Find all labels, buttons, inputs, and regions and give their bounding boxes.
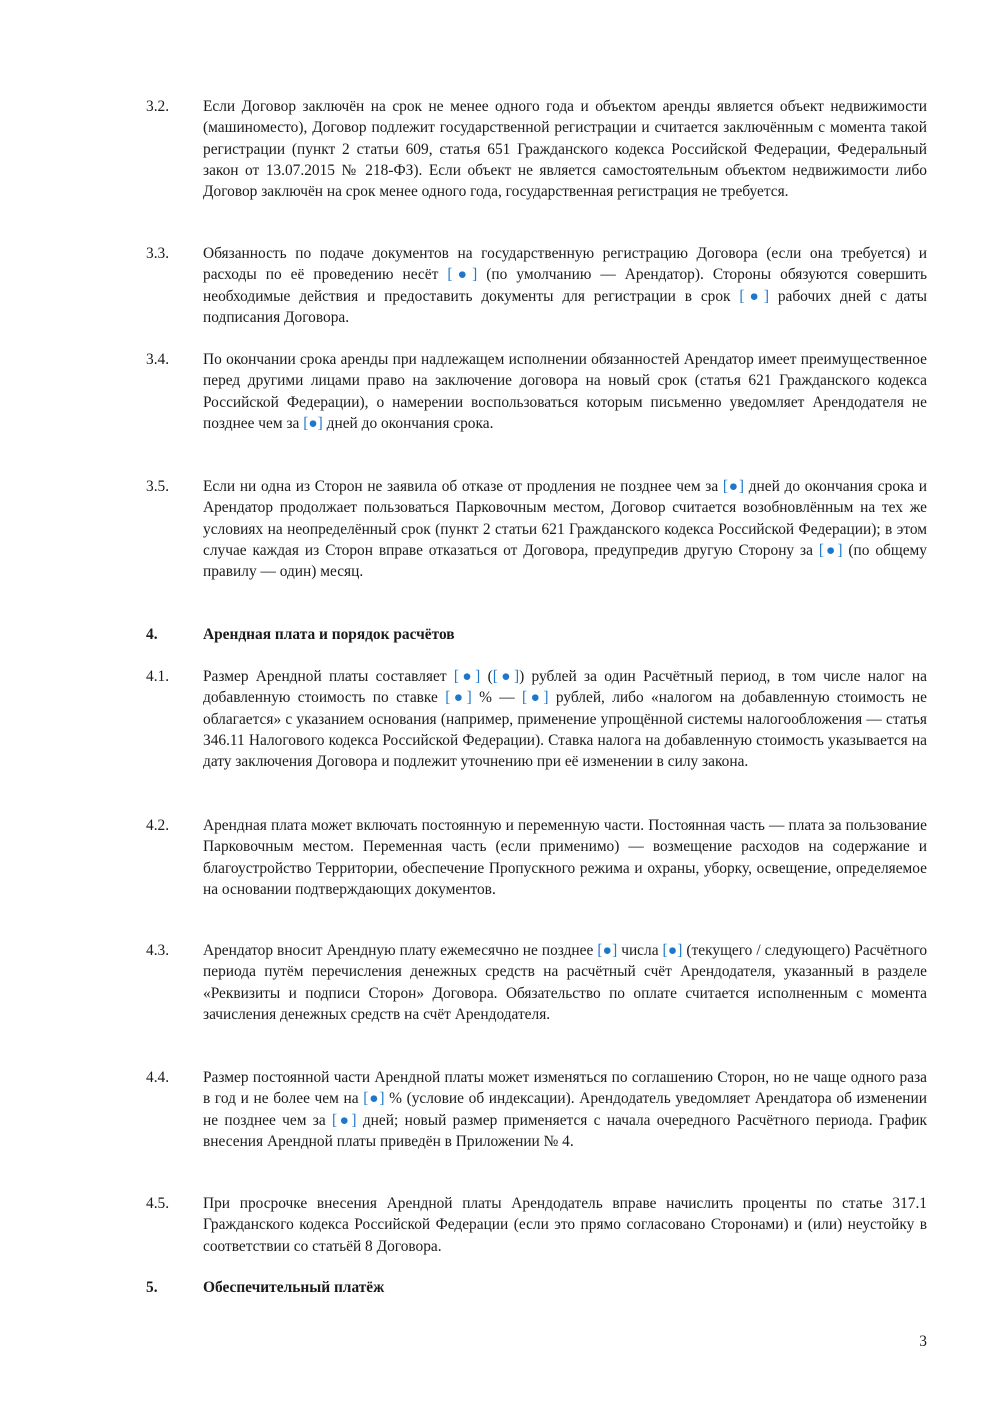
text-segment: Арендатор вносит Арендную плату ежемесячно не позднее	[203, 942, 598, 959]
text-segment: % —	[471, 689, 522, 707]
text-segment: Размер постоянной части Арендной платы может изменяться по соглашению Сторон, но не чаще одного раза в год и не более чем на	[203, 1069, 927, 1108]
placeholder-marker: [●]	[722, 478, 745, 495]
text-segment: Обеспечительный платёж	[203, 1279, 385, 1296]
clause-text	[203, 349, 927, 434]
section-title	[203, 1277, 927, 1298]
clause-text	[203, 815, 927, 900]
placeholder-marker: [●]	[662, 942, 683, 959]
clause-number: 3.5.	[146, 478, 170, 495]
clause-number: 4.5.	[146, 1195, 170, 1212]
section-number: 5.	[146, 1279, 158, 1296]
text-segment: (по общему правилу — один) месяц.	[203, 541, 927, 581]
clause-text	[203, 243, 927, 328]
clause-number: 3.2.	[146, 98, 170, 115]
section-number: 4.	[146, 626, 158, 643]
clause-text	[203, 1067, 927, 1152]
text-segment: дней до окончания срока.	[322, 414, 494, 432]
placeholder-marker: [●]	[597, 942, 618, 959]
clause-text	[203, 476, 927, 582]
clause-number: 4.1.	[146, 668, 170, 685]
clause-text	[203, 940, 927, 1025]
text-segment: рублей, либо «налогом на добавленную стоимость не облагается» с указанием основания (например, применение упрощённой системы налогообложения — статья 346.11 Налогового кодекса Российской Федерации). Ставка налога на добавленную стоимость указывается на дату заключения Договора и подлежит уточнению при её изменении в силу закона.	[203, 689, 927, 771]
placeholder-marker: [●]	[447, 266, 478, 284]
text-segment: Арендная плата и порядок расчётов	[203, 626, 455, 643]
placeholder-marker: [●]	[739, 287, 769, 305]
placeholder-marker: [●]	[492, 668, 520, 685]
placeholder-marker: [●]	[521, 689, 549, 707]
clause-number: 3.3.	[146, 245, 170, 262]
clause-number: 4.4.	[146, 1069, 170, 1086]
text-segment: Если Договор заключён на срок не менее одного года и объектом аренды является объект недвижимости (машиноместо), Договор подлежит государственной регистрации и считается заключённым с момента такой регистрации (пункт 2 статьи 609, статья 651 Гражданского кодекса Российской Федерации, Федеральный закон от 13.07.2015 № 218-ФЗ). Если объект не является самостоятельным объектом недвижимости либо Договор заключён на срок менее одного года, государственная регистрация не требуется.	[203, 98, 927, 201]
text-segment: Обязанность по подаче документов на государственную регистрацию Договора (если она требуется) и расходы по её проведению несёт	[203, 245, 927, 284]
text-segment: По окончании срока аренды при надлежащем исполнении обязанностей Арендатор имеет преимущественное перед другими лицами право на заключение договора на новый срок (статья 621 Гражданского кодекса Российской Федерации), о намерении воспользоваться которым письменно уведомляет Арендодателя не позднее чем за	[203, 351, 927, 432]
placeholder-marker: [●]	[818, 541, 843, 559]
text-segment: ) рублей за один Расчётный период, в том числе налог на добавленную стоимость по ставке	[203, 668, 927, 707]
clause-number: 4.2.	[146, 817, 170, 834]
page-number: 3	[919, 1333, 927, 1350]
placeholder-marker: [●]	[453, 668, 481, 685]
text-segment: Арендная плата может включать постоянную и переменную части. Постоянная часть — плата за пользование Парковочным местом. Переменная часть (если применимо) — возмещение расходов на содержание и благоустройство Территории, обеспечение Пропускного режима и охраны, уборку, освещение, определяемое на основании подтверждающих документов.	[203, 817, 927, 898]
text-segment: (	[480, 668, 493, 685]
text-segment: (по умолчанию — Арендатор). Стороны обязуются совершить необходимые действия и предоставить документы для регистрации в срок	[203, 266, 928, 305]
clause-text	[203, 96, 927, 202]
text-segment: дней до окончания срока и Арендатор продолжает пользоваться Парковочным местом, Договор считается возобновлённым на тех же условиях на неопределённый срок (пункт 2 статьи 621 Гражданского кодекса Российской Федерации); в этом случае каждая из Сторон вправе отказаться от Договора, предупредив другую Сторону за	[203, 478, 928, 559]
text-segment: рабочих дней с даты подписания Договора.	[203, 287, 928, 326]
placeholder-marker: [●]	[363, 1090, 385, 1108]
clause-text	[203, 666, 927, 772]
clause-number: 3.4.	[146, 351, 170, 368]
clause-text	[203, 1193, 927, 1257]
section-title	[203, 624, 927, 645]
placeholder-marker: [●]	[303, 414, 323, 432]
text-segment: При просрочке внесения Арендной платы Арендодатель вправе начислить проценты по статье 317.1 Гражданского кодекса Российской Федерации (если это прямо согласовано Сторонами) и (или) неустойку в соответствии со статьёй 8 Договора.	[203, 1195, 927, 1255]
text-segment: числа	[617, 942, 663, 959]
placeholder-marker: [●]	[445, 689, 472, 707]
text-segment: (текущего / следующего) Расчётного периода путём перечисления денежных средств на расчётный счёт Арендодателя, указанный в разделе «Реквизиты и подписи Сторон» Договора. Обязательство по оплате считается исполненным с момента зачисления денежных средств на счёт Арендодателя.	[203, 942, 928, 1023]
text-segment: Размер Арендной платы составляет	[203, 668, 454, 685]
text-segment: % (условие об индексации). Арендодатель уведомляет Арендатора об изменении не позднее чем за	[203, 1090, 928, 1129]
text-segment: дней; новый размер применяется с начала очередного Расчётного периода. График внесения Арендной платы приведён в Приложении № 4.	[203, 1111, 927, 1150]
clause-number: 4.3.	[146, 942, 170, 959]
placeholder-marker: [●]	[332, 1111, 357, 1129]
text-segment: Если ни одна из Сторон не заявила об отказе от продления не позднее чем за	[203, 478, 723, 495]
